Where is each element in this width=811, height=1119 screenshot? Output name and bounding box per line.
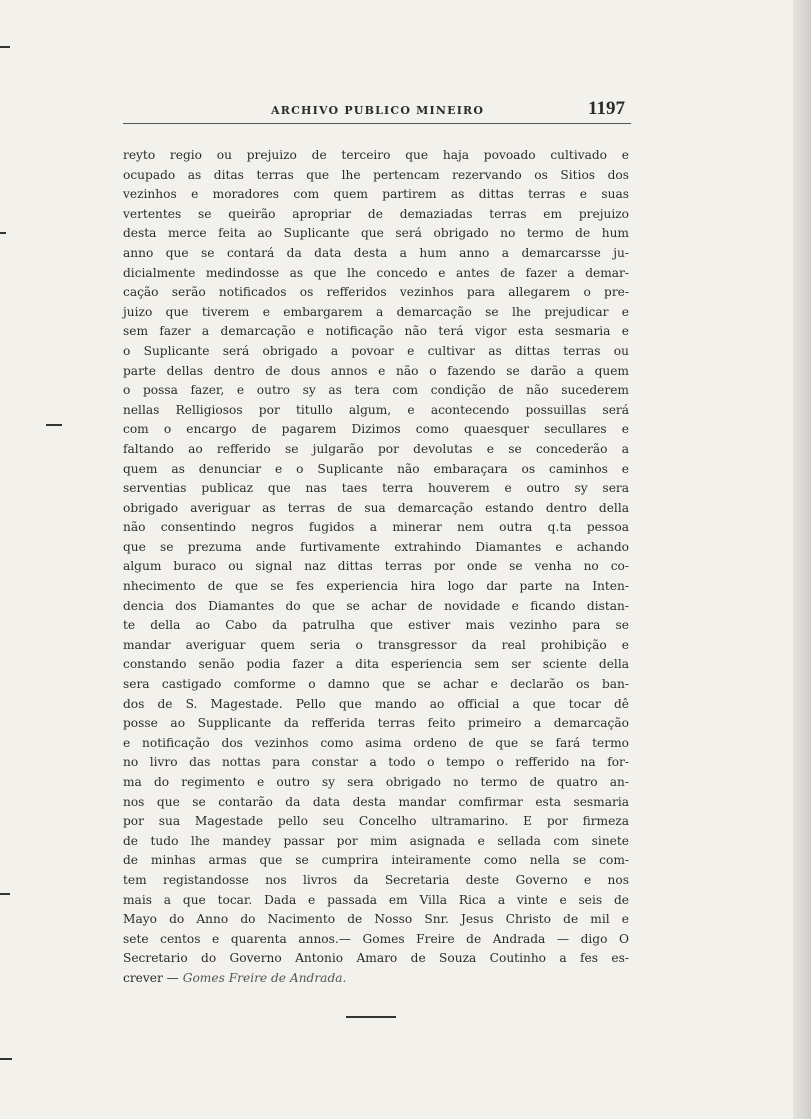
page-header bbox=[123, 96, 631, 126]
text-line: parte dellas dentro de dous annos e não o fazendo se darão a quem bbox=[123, 363, 629, 378]
margin-mark bbox=[0, 893, 10, 895]
signature: Gomes Freire de Andrada. bbox=[182, 970, 347, 985]
text-line: de minhas armas que se cumprira inteiramente como nella se com- bbox=[123, 853, 629, 868]
text-line: com o encargo de pagarem Dizimos como quaesquer secullares e bbox=[123, 422, 629, 437]
text-line: no livro das nottas para constar a todo o tempo o refferido na for- bbox=[123, 755, 629, 770]
margin-mark bbox=[46, 424, 62, 426]
text-line: vertentes se queirão apropriar de demaziadas terras em prejuizo bbox=[123, 206, 629, 221]
text-line: ma do regimento e outro sy sera obrigado no termo de quatro an- bbox=[123, 775, 629, 789]
text-line: dencia dos Diamantes do que se achar de novidade e ficando distan- bbox=[123, 598, 629, 613]
text-line: dicialmente medindosse as que lhe concedo e antes de fazer a demar- bbox=[123, 265, 629, 280]
text-line: te della ao Cabo da patrulha que estiver mais vezinho para se bbox=[123, 618, 629, 633]
text-line: reyto regio ou prejuizo de terceiro que haja povoado cultivado e bbox=[123, 148, 629, 162]
text-line: serventias publicaz que nas taes terra houverem e outro sy sera bbox=[123, 481, 629, 496]
text-line: anno que se contará da data desta a hum anno a demarcarsse ju- bbox=[123, 245, 629, 260]
text-line: nellas Relligiosos por titullo algum, e acontecendo possuillas será bbox=[123, 402, 629, 417]
text-line: e notificação dos vezinhos como asima ordeno de que se fará termo bbox=[123, 735, 629, 750]
text-line: obrigado averiguar as terras de sua demarcação estando dentro della bbox=[123, 500, 629, 515]
text-line: sera castigado comforme o damno que se achar e declarão os ban- bbox=[123, 677, 629, 692]
text-line: o Suplicante será obrigado a povoar e cultivar as dittas terras ou bbox=[123, 343, 629, 358]
page-edge-shadow bbox=[793, 0, 811, 1119]
text-line: mais a que tocar. Dada e passada em Villa Rica a vinte e seis de bbox=[123, 892, 629, 907]
running-title: ARCHIVO PUBLICO MINEIRO bbox=[271, 104, 485, 117]
margin-mark bbox=[0, 232, 6, 234]
text-line: Mayo do Anno do Nacimento de Nosso Snr. Jesus Christo de mil e bbox=[123, 912, 629, 927]
text-line: de tudo lhe mandey passar por mim asignada e sellada com sinete bbox=[123, 833, 629, 848]
margin-mark bbox=[0, 46, 10, 48]
text-line: tem registandosse nos livros da Secretaria deste Governo e nos bbox=[123, 872, 629, 887]
text-line: sem fazer a demarcação e notificação não terá vigor esta sesmaria e bbox=[123, 324, 629, 339]
text-line: cação serão notificados os refferidos vezinhos para allegarem o pre- bbox=[123, 285, 629, 300]
text-line: quem as denunciar e o Suplicante não embaraçara os caminhos e bbox=[123, 461, 629, 476]
text-line: vezinhos e moradores com quem partirem as dittas terras e suas bbox=[123, 187, 629, 202]
text-line: dos de S. Magestade. Pello que mando ao official a que tocar dê bbox=[123, 696, 629, 711]
document-body bbox=[123, 146, 629, 989]
header-rule bbox=[123, 123, 631, 124]
margin-mark bbox=[0, 1058, 12, 1060]
text-line: posse ao Supplicante da refferida terras feito primeiro a demarcação bbox=[123, 716, 629, 731]
text-line: o possa fazer, e outro sy as tera com condição de não sucederem bbox=[123, 383, 629, 398]
text-line: juizo que tiverem e embargarem a demarcação se lhe prejudicar e bbox=[123, 304, 629, 319]
end-rule bbox=[346, 1016, 396, 1018]
text-line: constando senão podia fazer a dita esperiencia sem ser sciente della bbox=[123, 657, 629, 672]
text-line-final bbox=[123, 969, 629, 989]
text-line: nhecimento de que se fes experiencia hira logo dar parte na Inten- bbox=[123, 579, 629, 594]
final-line-text: crever — bbox=[123, 970, 179, 985]
text-line: nos que se contarão da data desta mandar comfirmar esta sesmaria bbox=[123, 794, 629, 809]
text-line: sete centos e quarenta annos.— Gomes Freire de Andrada — digo O bbox=[123, 931, 629, 946]
text-line: mandar averiguar quem seria o transgressor da real prohibição e bbox=[123, 637, 629, 652]
text-line: faltando ao refferido se julgarão por devolutas e se concederão a bbox=[123, 441, 629, 456]
text-line: ocupado as ditas terras que lhe pertencam rezervando os Sitios dos bbox=[123, 167, 629, 182]
page-number: 1197 bbox=[588, 98, 625, 119]
text-line: por sua Magestade pello seu Concelho ultramarino. E por firmeza bbox=[123, 814, 629, 829]
text-line: desta merce feita ao Suplicante que será obrigado no termo de hum bbox=[123, 226, 629, 241]
text-line: Secretario do Governo Antonio Amaro de Souza Coutinho a fes es- bbox=[123, 951, 629, 966]
text-line: não consentindo negros fugidos a minerar nem outra q.ta pessoa bbox=[123, 520, 629, 535]
text-line: algum buraco ou signal naz dittas terras por onde se venha no co- bbox=[123, 559, 629, 574]
text-line: que se prezuma ande furtivamente extrahindo Diamantes e achando bbox=[123, 539, 629, 554]
